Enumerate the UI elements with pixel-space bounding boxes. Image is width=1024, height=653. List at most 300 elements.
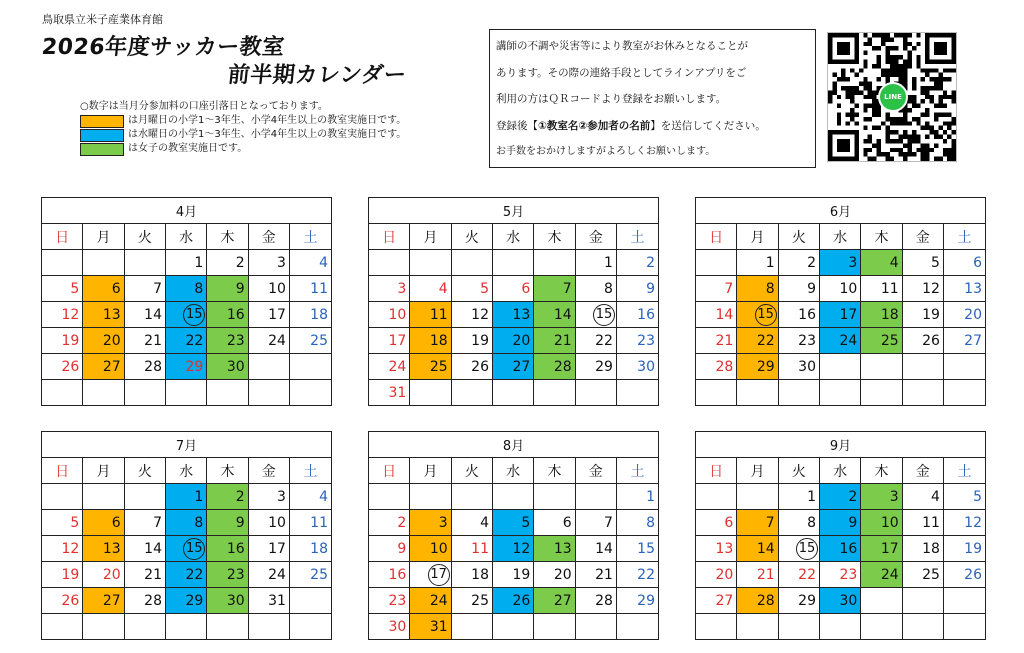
- day-cell: 18: [289, 536, 331, 562]
- empty-cell: [616, 614, 658, 640]
- day-cell: 16: [616, 302, 658, 328]
- day-cell: 9: [778, 276, 819, 302]
- empty-cell: [42, 250, 83, 276]
- day-cell: 27: [83, 354, 124, 380]
- org-name: 鳥取県立米子産業体育館: [42, 13, 163, 26]
- month-title: 6月: [696, 198, 986, 224]
- weekday-header: 土: [289, 458, 331, 484]
- day-cell: 6: [943, 250, 985, 276]
- day-cell: 28: [124, 354, 165, 380]
- day-cell: 24: [410, 588, 451, 614]
- month-calendar: [695, 197, 986, 406]
- legend: [80, 100, 406, 156]
- weekday-header: 土: [943, 224, 985, 250]
- empty-cell: [534, 380, 575, 406]
- day-cell: 16: [207, 302, 248, 328]
- day-cell: 8: [616, 510, 658, 536]
- day-cell: 12: [902, 276, 943, 302]
- empty-cell: [83, 484, 124, 510]
- empty-cell: [902, 380, 943, 406]
- day-cell: 8: [778, 510, 819, 536]
- notice-line: 利用の方はＱＲコードより登録をお願いします。: [496, 93, 727, 105]
- empty-cell: [943, 380, 985, 406]
- day-cell: 19: [42, 562, 83, 588]
- day-cell: 5: [943, 484, 985, 510]
- empty-cell: [207, 614, 248, 640]
- legend-row-wednesday: [80, 128, 406, 142]
- day-cell: 3: [819, 250, 860, 276]
- empty-cell: [737, 484, 778, 510]
- day-cell: 25: [289, 328, 331, 354]
- day-cell: 19: [451, 328, 492, 354]
- day-cell: 25: [861, 328, 902, 354]
- day-cell: 9: [369, 536, 410, 562]
- weekday-header: 日: [42, 458, 83, 484]
- day-cell: [737, 302, 778, 328]
- qr-code-icon[interactable]: [827, 32, 957, 162]
- page-subtitle: 前半期カレンダー: [226, 63, 408, 88]
- weekday-header: 火: [451, 224, 492, 250]
- weekday-header: 月: [83, 224, 124, 250]
- day-cell: 30: [369, 614, 410, 640]
- notice-line: 講師の不調や災害等により教室がお休みとなることが: [496, 40, 748, 52]
- weekday-header: 火: [778, 458, 819, 484]
- day-cell: 25: [902, 562, 943, 588]
- empty-cell: [83, 614, 124, 640]
- day-cell: 13: [534, 536, 575, 562]
- empty-cell: [819, 354, 860, 380]
- day-cell: 2: [369, 510, 410, 536]
- day-cell: 10: [369, 302, 410, 328]
- empty-cell: [902, 588, 943, 614]
- day-cell: 17: [819, 302, 860, 328]
- day-cell: 2: [207, 484, 248, 510]
- day-cell: 14: [534, 302, 575, 328]
- day-cell: 20: [83, 562, 124, 588]
- day-cell: 19: [42, 328, 83, 354]
- day-cell: 1: [165, 250, 206, 276]
- empty-cell: [696, 484, 737, 510]
- day-cell: 1: [778, 484, 819, 510]
- empty-cell: [165, 380, 206, 406]
- day-cell: 14: [124, 302, 165, 328]
- day-cell: 21: [737, 562, 778, 588]
- day-cell: 8: [165, 510, 206, 536]
- empty-cell: [861, 588, 902, 614]
- day-cell: 26: [902, 328, 943, 354]
- day-cell: 3: [248, 484, 289, 510]
- day-cell: 3: [369, 276, 410, 302]
- day-cell: 28: [124, 588, 165, 614]
- weekday-header: 土: [616, 224, 658, 250]
- empty-cell: [534, 250, 575, 276]
- weekday-header: 木: [861, 458, 902, 484]
- day-cell: 11: [289, 510, 331, 536]
- debit-day-marker: 15: [183, 538, 205, 560]
- day-cell: 26: [492, 588, 533, 614]
- day-cell: 25: [289, 562, 331, 588]
- empty-cell: [124, 614, 165, 640]
- day-cell: 8: [737, 276, 778, 302]
- day-cell: 7: [696, 276, 737, 302]
- weekday-header: 木: [534, 224, 575, 250]
- empty-cell: [248, 380, 289, 406]
- empty-cell: [451, 614, 492, 640]
- day-cell: 18: [289, 302, 331, 328]
- empty-cell: [534, 614, 575, 640]
- day-cell: 2: [616, 250, 658, 276]
- weekday-header: 日: [696, 224, 737, 250]
- legend-swatch-girls: [80, 143, 124, 156]
- day-cell: 10: [248, 510, 289, 536]
- empty-cell: [819, 380, 860, 406]
- empty-cell: [492, 380, 533, 406]
- day-cell: 10: [248, 276, 289, 302]
- day-cell: 16: [778, 302, 819, 328]
- empty-cell: [861, 614, 902, 640]
- day-cell: 24: [248, 562, 289, 588]
- empty-cell: [737, 380, 778, 406]
- empty-cell: [575, 614, 616, 640]
- day-cell: 2: [207, 250, 248, 276]
- empty-cell: [451, 380, 492, 406]
- day-cell: 28: [737, 588, 778, 614]
- day-cell: 22: [737, 328, 778, 354]
- weekday-header: 水: [492, 458, 533, 484]
- day-cell: 14: [124, 536, 165, 562]
- weekday-header: 火: [124, 458, 165, 484]
- month-title: 7月: [42, 432, 332, 458]
- weekday-header: 水: [819, 224, 860, 250]
- day-cell: 24: [248, 328, 289, 354]
- day-cell: 24: [861, 562, 902, 588]
- empty-cell: [696, 250, 737, 276]
- day-cell: 6: [696, 510, 737, 536]
- weekday-header: 月: [737, 224, 778, 250]
- empty-cell: [575, 380, 616, 406]
- day-cell: 17: [248, 536, 289, 562]
- empty-cell: [83, 250, 124, 276]
- day-cell: 8: [575, 276, 616, 302]
- day-cell: 7: [737, 510, 778, 536]
- empty-cell: [943, 354, 985, 380]
- day-cell: 2: [778, 250, 819, 276]
- weekday-header: 日: [369, 224, 410, 250]
- day-cell: 13: [696, 536, 737, 562]
- day-cell: 31: [369, 380, 410, 406]
- line-badge-label: LINE: [884, 93, 902, 101]
- empty-cell: [492, 484, 533, 510]
- day-cell: 12: [42, 536, 83, 562]
- weekday-header: 木: [207, 458, 248, 484]
- day-cell: 3: [861, 484, 902, 510]
- day-cell: 17: [248, 302, 289, 328]
- weekday-header: 水: [492, 224, 533, 250]
- month-calendar: [368, 431, 659, 640]
- empty-cell: [492, 250, 533, 276]
- day-cell: 8: [165, 276, 206, 302]
- day-cell: 22: [616, 562, 658, 588]
- day-cell: 16: [819, 536, 860, 562]
- weekday-header: 金: [248, 458, 289, 484]
- day-cell: 26: [42, 588, 83, 614]
- weekday-header: 金: [575, 224, 616, 250]
- day-cell: 29: [616, 588, 658, 614]
- day-cell: 11: [451, 536, 492, 562]
- day-cell: 11: [861, 276, 902, 302]
- empty-cell: [616, 380, 658, 406]
- weekday-header: 火: [124, 224, 165, 250]
- day-cell: 23: [207, 328, 248, 354]
- weekday-header: 月: [410, 224, 451, 250]
- day-cell: 5: [492, 510, 533, 536]
- weekday-header: 日: [42, 224, 83, 250]
- month-title: 5月: [369, 198, 659, 224]
- day-cell: 10: [861, 510, 902, 536]
- day-cell: 30: [778, 354, 819, 380]
- weekday-header: 水: [165, 224, 206, 250]
- day-cell: 28: [534, 354, 575, 380]
- weekday-header: 火: [451, 458, 492, 484]
- month-calendar: [41, 431, 332, 640]
- day-cell: 5: [451, 276, 492, 302]
- empty-cell: [289, 380, 331, 406]
- empty-cell: [861, 354, 902, 380]
- day-cell: 6: [534, 510, 575, 536]
- empty-cell: [42, 614, 83, 640]
- empty-cell: [575, 484, 616, 510]
- empty-cell: [83, 380, 124, 406]
- day-cell: 29: [165, 588, 206, 614]
- day-cell: 7: [534, 276, 575, 302]
- empty-cell: [369, 484, 410, 510]
- day-cell: 4: [451, 510, 492, 536]
- day-cell: 17: [369, 328, 410, 354]
- empty-cell: [289, 354, 331, 380]
- day-cell: 29: [575, 354, 616, 380]
- day-cell: 14: [575, 536, 616, 562]
- day-cell: 20: [943, 302, 985, 328]
- day-cell: [778, 536, 819, 562]
- day-cell: 4: [410, 276, 451, 302]
- day-cell: 12: [451, 302, 492, 328]
- legend-text-wednesday: は水曜日の小学1～3年生、小学4年生以上の教室実施日です。: [128, 129, 407, 140]
- day-cell: 1: [165, 484, 206, 510]
- day-cell: 21: [124, 562, 165, 588]
- day-cell: 30: [616, 354, 658, 380]
- legend-swatch-wednesday: [80, 129, 124, 142]
- day-cell: 18: [902, 536, 943, 562]
- day-cell: 23: [616, 328, 658, 354]
- month-title: 9月: [696, 432, 986, 458]
- day-cell: 26: [451, 354, 492, 380]
- day-cell: 9: [207, 510, 248, 536]
- weekday-header: 木: [861, 224, 902, 250]
- day-cell: 15: [616, 536, 658, 562]
- day-cell: 30: [207, 354, 248, 380]
- empty-cell: [737, 614, 778, 640]
- legend-swatch-monday: [80, 115, 124, 128]
- empty-cell: [207, 380, 248, 406]
- empty-cell: [902, 614, 943, 640]
- month-title: 8月: [369, 432, 659, 458]
- day-cell: 16: [369, 562, 410, 588]
- debit-day-marker: 15: [796, 538, 818, 560]
- day-cell: 3: [248, 250, 289, 276]
- weekday-header: 土: [616, 458, 658, 484]
- day-cell: 20: [492, 328, 533, 354]
- day-cell: 5: [42, 510, 83, 536]
- day-cell: 27: [83, 588, 124, 614]
- day-cell: 1: [575, 250, 616, 276]
- weekday-header: 金: [575, 458, 616, 484]
- empty-cell: [819, 614, 860, 640]
- day-cell: 27: [696, 588, 737, 614]
- legend-text-monday: は月曜日の小学1～3年生、小学4年生以上の教室実施日です。: [128, 115, 407, 126]
- debit-day-marker: 15: [183, 304, 205, 326]
- legend-row-monday: [80, 114, 406, 128]
- notice-box: [489, 29, 816, 168]
- day-cell: 17: [861, 536, 902, 562]
- debit-day-marker: 15: [593, 304, 615, 326]
- debit-day-marker: 15: [755, 304, 777, 326]
- month-calendar: [695, 431, 986, 640]
- notice-line-pre: 登録後【: [496, 119, 538, 132]
- empty-cell: [248, 354, 289, 380]
- month-calendar: [368, 197, 659, 406]
- day-cell: 20: [83, 328, 124, 354]
- weekday-header: 金: [902, 458, 943, 484]
- day-cell: 9: [616, 276, 658, 302]
- day-cell: 2: [819, 484, 860, 510]
- weekday-header: 日: [369, 458, 410, 484]
- empty-cell: [861, 380, 902, 406]
- weekday-header: 日: [696, 458, 737, 484]
- day-cell: 9: [207, 276, 248, 302]
- day-cell: 22: [778, 562, 819, 588]
- day-cell: 22: [165, 562, 206, 588]
- month-title: 4月: [42, 198, 332, 224]
- day-cell: 7: [575, 510, 616, 536]
- day-cell: 4: [289, 484, 331, 510]
- day-cell: 20: [696, 562, 737, 588]
- empty-cell: [410, 380, 451, 406]
- day-cell: 13: [943, 276, 985, 302]
- day-cell: 13: [83, 536, 124, 562]
- legend-text-girls: は女子の教室実施日です。: [128, 143, 248, 154]
- day-cell: 13: [492, 302, 533, 328]
- day-cell: 18: [861, 302, 902, 328]
- legend-row-girls: [80, 142, 406, 156]
- day-cell: 7: [124, 510, 165, 536]
- day-cell: 11: [410, 302, 451, 328]
- day-cell: 1: [737, 250, 778, 276]
- empty-cell: [289, 614, 331, 640]
- day-cell: 22: [165, 328, 206, 354]
- day-cell: 18: [410, 328, 451, 354]
- day-cell: 24: [819, 328, 860, 354]
- day-cell: 30: [207, 588, 248, 614]
- empty-cell: [534, 484, 575, 510]
- day-cell: 28: [696, 354, 737, 380]
- day-cell: 13: [83, 302, 124, 328]
- day-cell: 7: [124, 276, 165, 302]
- day-cell: 19: [492, 562, 533, 588]
- month-calendar: [41, 197, 332, 406]
- day-cell: 30: [819, 588, 860, 614]
- empty-cell: [943, 614, 985, 640]
- day-cell: 10: [819, 276, 860, 302]
- day-cell: 20: [534, 562, 575, 588]
- day-cell: 12: [492, 536, 533, 562]
- day-cell: 4: [861, 250, 902, 276]
- day-cell: 21: [534, 328, 575, 354]
- empty-cell: [451, 250, 492, 276]
- weekday-header: 金: [902, 224, 943, 250]
- weekday-header: 火: [778, 224, 819, 250]
- notice-line: お手数をおかけしますがよろしくお願いします。: [496, 146, 716, 157]
- day-cell: 29: [778, 588, 819, 614]
- weekday-header: 木: [534, 458, 575, 484]
- day-cell: 19: [902, 302, 943, 328]
- day-cell: 23: [207, 562, 248, 588]
- day-cell: 23: [369, 588, 410, 614]
- weekday-header: 月: [83, 458, 124, 484]
- day-cell: 11: [289, 276, 331, 302]
- day-cell: 21: [124, 328, 165, 354]
- day-cell: 1: [616, 484, 658, 510]
- notice-line: あります。その際の連絡手段としてラインアプリをご: [496, 66, 747, 79]
- empty-cell: [902, 354, 943, 380]
- day-cell: 19: [943, 536, 985, 562]
- empty-cell: [410, 484, 451, 510]
- day-cell: 21: [696, 328, 737, 354]
- weekday-header: 水: [819, 458, 860, 484]
- day-cell: 6: [83, 276, 124, 302]
- weekday-header: 木: [207, 224, 248, 250]
- legend-row-debit: [80, 100, 406, 114]
- day-cell: [575, 302, 616, 328]
- day-cell: 29: [737, 354, 778, 380]
- empty-cell: [943, 588, 985, 614]
- empty-cell: [369, 250, 410, 276]
- weekday-header: 水: [165, 458, 206, 484]
- empty-cell: [124, 484, 165, 510]
- day-cell: 29: [165, 354, 206, 380]
- day-cell: 14: [696, 302, 737, 328]
- notice-line: [496, 116, 809, 143]
- empty-cell: [696, 614, 737, 640]
- day-cell: 10: [410, 536, 451, 562]
- day-cell: 12: [943, 510, 985, 536]
- day-cell: 25: [451, 588, 492, 614]
- weekday-header: 月: [737, 458, 778, 484]
- empty-cell: [124, 380, 165, 406]
- day-cell: 23: [819, 562, 860, 588]
- debit-day-marker: 17: [428, 564, 450, 586]
- day-cell: 3: [410, 510, 451, 536]
- empty-cell: [124, 250, 165, 276]
- day-cell: 27: [943, 328, 985, 354]
- line-badge: [878, 82, 908, 112]
- empty-cell: [42, 484, 83, 510]
- weekday-header: 月: [410, 458, 451, 484]
- legend-text-debit: ○数字は当月分参加料の口座引落日となっております。: [80, 101, 328, 112]
- weekday-header: 金: [248, 224, 289, 250]
- empty-cell: [696, 380, 737, 406]
- day-cell: 22: [575, 328, 616, 354]
- day-cell: 27: [492, 354, 533, 380]
